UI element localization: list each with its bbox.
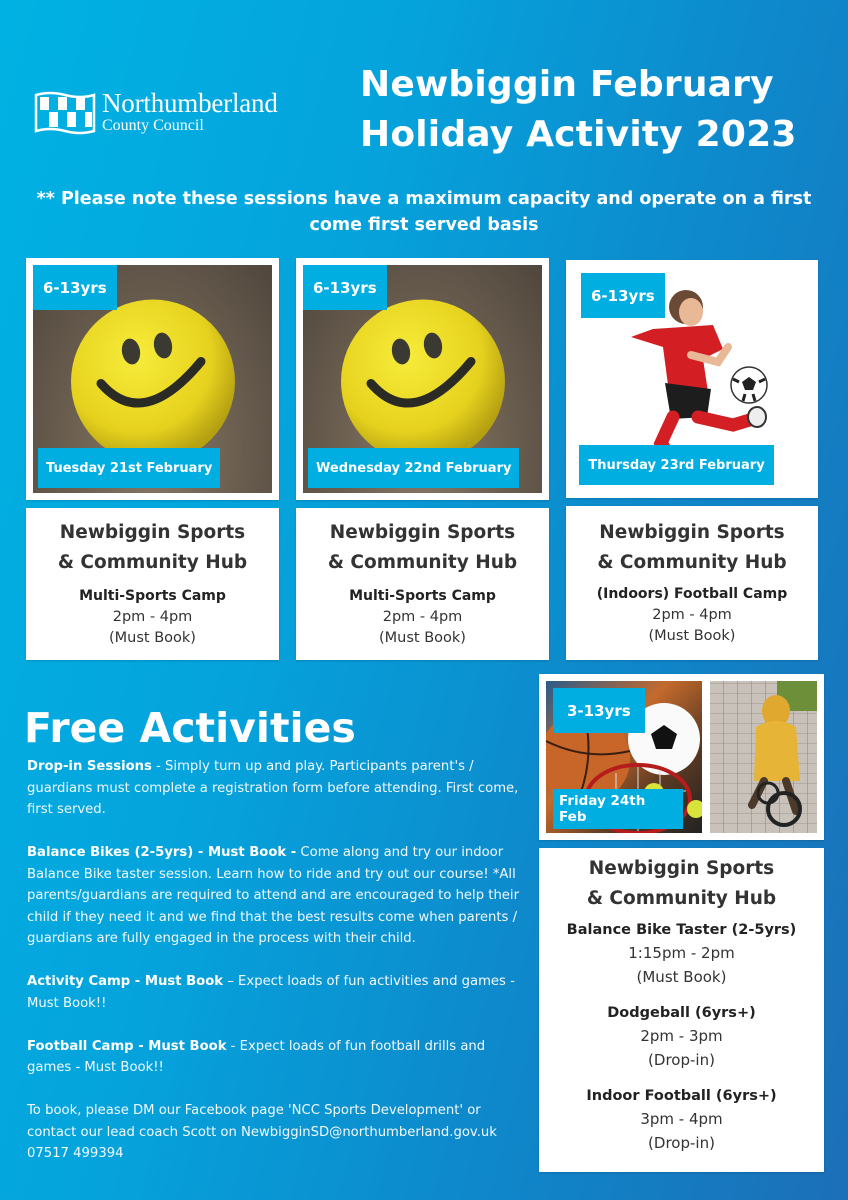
booking-status: (Must Book)	[109, 630, 196, 646]
activity-time: 2pm - 4pm	[652, 607, 732, 623]
venue-line-2: & Community Hub	[57, 552, 248, 573]
football-camp-paragraph	[27, 1036, 527, 1079]
boy-kicking-football-photo	[573, 267, 811, 491]
friday-activity-dodgeball	[539, 1003, 824, 1072]
venue-line-1: Newbiggin Sports	[59, 522, 246, 543]
drop-in-label: Drop-in Sessions	[27, 759, 152, 774]
activity-name: Indoor Football (6yrs+)	[586, 1088, 777, 1104]
activity-camp-text: – Expect loads of fun activities and games - Must Book!!	[27, 974, 515, 1011]
free-activities-heading: Free Activities	[24, 704, 356, 752]
age-badge: 6-13yrs	[303, 265, 387, 310]
booking-status: (Drop-in)	[648, 1134, 715, 1152]
venue-line-1: Newbiggin Sports	[588, 858, 775, 879]
logo-name: Northumberland	[102, 88, 278, 118]
session-image-card-wednesday	[296, 258, 549, 500]
drop-in-text: - Simply turn up and play. Participants parent's / guardians must complete a registration form before attending. First come, first served.	[27, 759, 519, 817]
title-line-2: Holiday Activity 2023	[360, 114, 797, 155]
child-on-bike-icon	[710, 681, 817, 833]
child-balance-bike-photo	[710, 681, 817, 833]
activity-name: Multi-Sports Camp	[349, 588, 496, 604]
title-line-1: Newbiggin February	[360, 64, 774, 105]
smiley-ball-icon	[63, 291, 243, 471]
age-badge: 6-13yrs	[33, 265, 117, 310]
date-badge: Tuesday 21st February	[38, 448, 220, 488]
session-image-card-thursday	[566, 260, 818, 498]
booking-status: (Must Book)	[648, 628, 736, 644]
venue-line-1: Newbiggin Sports	[599, 522, 785, 543]
session-info-card-wednesday	[296, 508, 549, 660]
drop-in-paragraph	[27, 756, 527, 821]
age-badge: 3-13yrs	[553, 688, 645, 733]
booking-status: (Must Book)	[379, 630, 466, 646]
balance-bikes-label: Balance Bikes (2-5yrs) - Must Book -	[27, 845, 297, 860]
booking-status: (Must Book)	[636, 968, 727, 986]
booking-contact	[27, 1100, 527, 1165]
contact-phone[interactable]: 07517 499394	[27, 1146, 124, 1161]
friday-activity-balance-bike	[539, 920, 824, 989]
session-info-card-thursday	[566, 506, 818, 660]
date-badge: Wednesday 22nd February	[308, 448, 519, 488]
logo-subtitle: County Council	[102, 117, 204, 134]
activity-time: 2pm - 4pm	[382, 609, 463, 625]
venue-line-2: & Community Hub	[327, 552, 518, 573]
booking-status: (Drop-in)	[648, 1051, 715, 1069]
activity-name: Balance Bike Taster (2-5yrs)	[566, 922, 797, 938]
age-badge: 6-13yrs	[581, 273, 665, 318]
smiley-ball-photo	[303, 265, 542, 493]
balance-bikes-text: Come along and try our indoor Balance Bike taster session. Learn how to ride and try out our course! *All parents/guardians are required to attend and are encouraged to help their child if they need it and we find that the best results come when parents / guardians are fully engaged in the process with their child.	[27, 845, 520, 946]
venue-line-1: Newbiggin Sports	[329, 522, 516, 543]
session-image-card-tuesday	[26, 258, 279, 500]
council-logo	[34, 90, 278, 135]
venue-line-2: & Community Hub	[586, 888, 777, 909]
contact-line-2[interactable]: contact our lead coach Scott on NewbigginSD@northumberland.gov.uk	[27, 1124, 497, 1140]
page-title	[360, 60, 830, 160]
smiley-ball-photo	[33, 265, 272, 493]
friday-image-card	[539, 674, 824, 840]
activity-time: 2pm - 3pm	[640, 1027, 723, 1045]
free-activities-description	[27, 756, 527, 1165]
activity-time: 2pm - 4pm	[112, 609, 193, 625]
activity-camp-label: Activity Camp - Must Book	[27, 974, 224, 989]
activity-name: Dodgeball (6yrs+)	[607, 1005, 756, 1021]
football-camp-label: Football Camp - Must Book	[27, 1038, 227, 1054]
sports-equipment-photo	[546, 681, 702, 833]
flag-icon	[34, 91, 96, 135]
activity-name: Multi-Sports Camp	[79, 588, 226, 604]
session-info-card-tuesday	[26, 508, 279, 660]
balance-bikes-paragraph	[27, 842, 527, 950]
contact-line-1: To book, please DM our Facebook page 'NCC Sports Development' or	[27, 1103, 481, 1118]
capacity-notice: ** Please note these sessions have a maximum capacity and operate on a first come first served basis	[36, 189, 812, 235]
activity-time: 3pm - 4pm	[640, 1110, 723, 1128]
football-camp-text: - Expect loads of fun football drills and games - Must Book!!	[27, 1038, 486, 1075]
activity-camp-paragraph	[27, 971, 527, 1014]
activity-name: (Indoors) Football Camp	[596, 586, 788, 602]
date-badge: Friday 24th Feb	[553, 789, 683, 829]
smiley-ball-icon	[333, 291, 513, 471]
friday-info-card	[539, 848, 824, 1172]
date-badge: Thursday 23rd February	[579, 445, 774, 485]
friday-activity-indoor-football	[539, 1086, 824, 1155]
activity-time: 1:15pm - 2pm	[628, 944, 735, 962]
venue-line-2: & Community Hub	[597, 552, 787, 573]
